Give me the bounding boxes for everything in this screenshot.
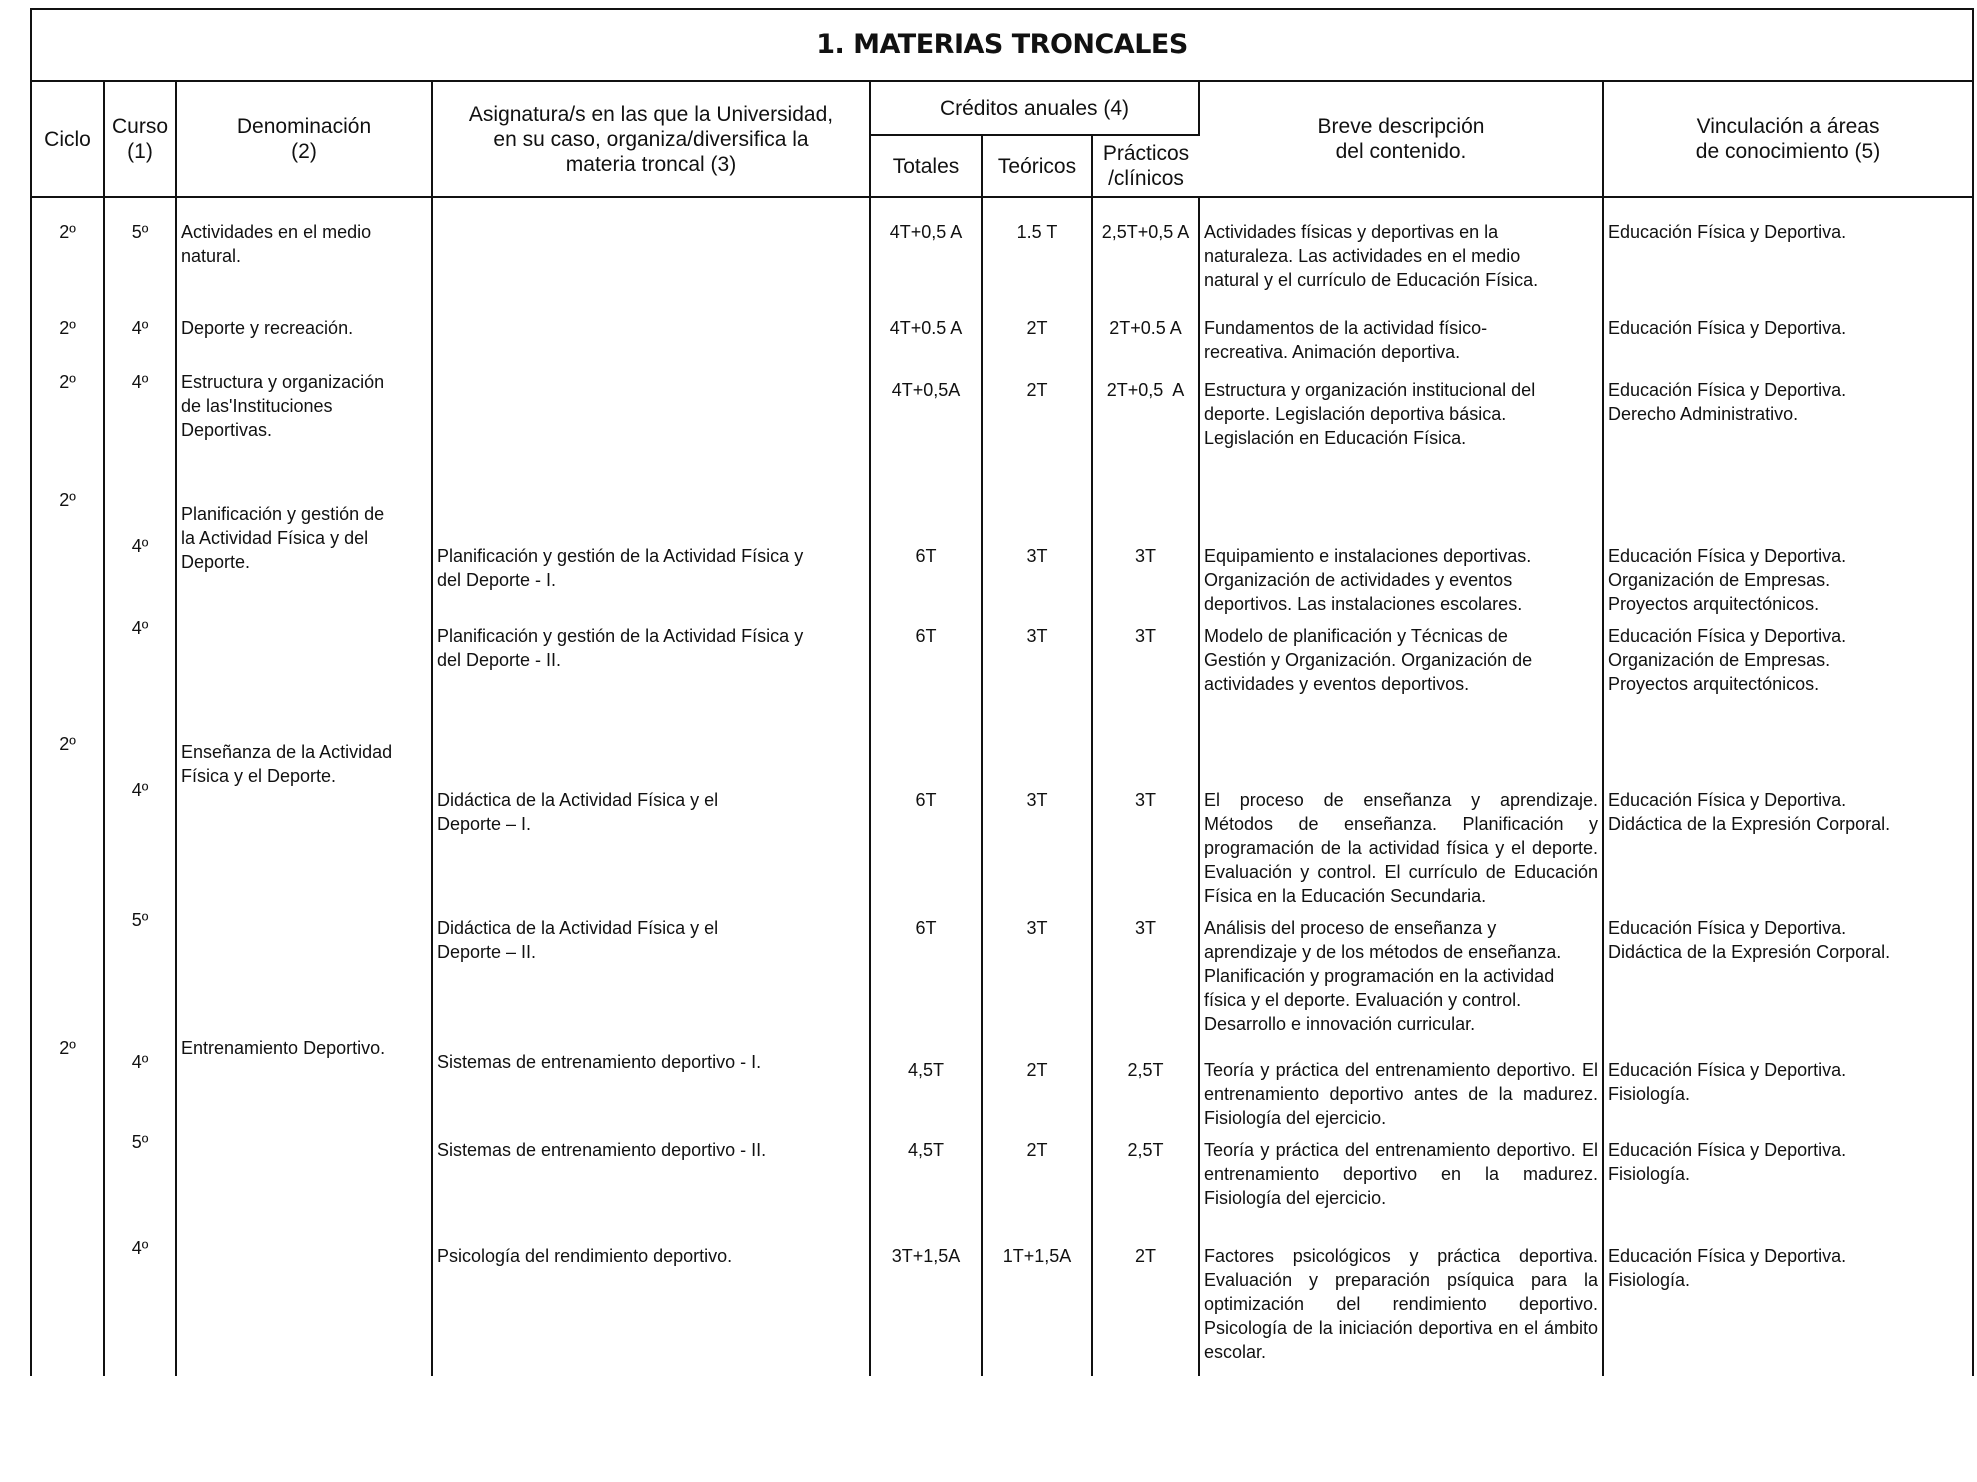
cell-practicos: 2,5T <box>1092 1036 1199 1130</box>
cell-practicos: 2,5T+0,5 A <box>1092 220 1199 316</box>
cell-denominacion: Actividades en el medio natural. <box>176 220 432 316</box>
cell-descripcion: Equipamiento e instalaciones deportivas. Organización de actividades y eventos deportivos. Las instalaciones escolares. <box>1199 488 1603 616</box>
cell-curso: 4º <box>104 316 176 370</box>
cell-teoricos: 3T <box>982 488 1092 616</box>
cell-ciclo <box>32 616 104 732</box>
cell-asignatura: Sistemas de entrenamiento deportivo - I. <box>432 1036 870 1130</box>
cell-asignatura: Planificación y gestión de la Actividad Física y del Deporte - II. <box>432 616 870 732</box>
header-row-1 <box>32 82 1972 135</box>
cell-asignatura <box>432 220 870 316</box>
cell-practicos: 2T+0.5 A <box>1092 316 1199 370</box>
cell-teoricos: 1.5 T <box>982 220 1092 316</box>
cell-vinculacion: Educación Física y Deportiva. Fisiología. <box>1608 1140 1847 1184</box>
cell-denominacion <box>176 908 432 1036</box>
table-row <box>32 1236 1972 1376</box>
cell-vinculacion: Educación Física y Deportiva. Didáctica de la Expresión Corporal. <box>1608 918 1891 962</box>
header-ciclo: Ciclo <box>32 82 104 197</box>
cell-totales: 4T+0,5A <box>870 370 982 488</box>
cell-vinculacion: Educación Física y Deportiva. Fisiología. <box>1608 1060 1847 1104</box>
header-descripcion: Breve descripción del contenido. <box>1199 82 1603 197</box>
cell-descripcion: Teoría y práctica del entrenamiento deportivo. El entrenamiento deportivo en la madurez. Fisiología del ejercicio. <box>1199 1130 1603 1236</box>
cell-practicos: 3T <box>1092 616 1199 732</box>
cell-descripcion: Análisis del proceso de enseñanza y aprendizaje y de los métodos de enseñanza. Planificación y programación en la actividad física y el deporte. Evaluación y control. Desarrollo e innovación curricular. <box>1199 908 1603 1036</box>
cell-denominacion: Enseñanza de la Actividad Física y el Deporte. <box>176 732 432 908</box>
cell-practicos: 3T <box>1092 732 1199 908</box>
cell-denominacion: Planificación y gestión de la Actividad Física y del Deporte. <box>176 488 432 616</box>
cell-practicos: 2,5T <box>1092 1130 1199 1236</box>
header-vinculacion: Vinculación a áreas de conocimiento (5) <box>1603 82 1972 197</box>
table-row <box>32 616 1972 732</box>
header-denominacion: Denominación (2) <box>176 82 432 197</box>
cell-teoricos: 3T <box>982 732 1092 908</box>
cell-totales: 6T <box>870 488 982 616</box>
table-row <box>32 908 1972 1036</box>
cell-practicos: 2T <box>1092 1236 1199 1376</box>
cell-totales: 4T+0.5 A <box>870 316 982 370</box>
cell-ciclo <box>32 1236 104 1376</box>
cell-teoricos: 2T <box>982 370 1092 488</box>
cell-ciclo: 2º <box>32 488 104 616</box>
cell-vinculacion: Educación Física y Deportiva. Organización de Empresas. Proyectos arquitectónicos. <box>1608 546 1847 614</box>
cell-descripcion: Estructura y organización institucional del deporte. Legislación deportiva básica. Legislación en Educación Física. <box>1199 370 1603 488</box>
cell-curso: 4º <box>104 370 176 488</box>
cell-ciclo: 2º <box>32 1036 104 1130</box>
cell-ciclo: 2º <box>32 732 104 908</box>
cell-totales: 6T <box>870 732 982 908</box>
cell-teoricos: 1T+1,5A <box>982 1236 1092 1376</box>
cell-totales: 4,5T <box>870 1036 982 1130</box>
table-row <box>32 1130 1972 1236</box>
cell-descripcion: Teoría y práctica del entrenamiento deportivo. El entrenamiento deportivo antes de la madurez. Fisiología del ejercicio. <box>1199 1036 1603 1130</box>
table-row <box>32 370 1972 488</box>
cell-curso: 5º <box>104 908 176 1036</box>
cell-descripcion: El proceso de enseñanza y aprendizaje. Métodos de enseñanza. Planificación y programación de la actividad física y el deporte. Evaluación y control. El currículo de Educación Física en la Educación Secundaria. <box>1199 732 1603 908</box>
cell-teoricos: 2T <box>982 1130 1092 1236</box>
cell-vinculacion: Educación Física y Deportiva. Fisiología. <box>1608 1246 1847 1290</box>
header-practicos: Prácticos /clínicos <box>1092 135 1199 197</box>
cell-teoricos: 2T <box>982 316 1092 370</box>
cell-ciclo: 2º <box>32 316 104 370</box>
cell-teoricos: 2T <box>982 1036 1092 1130</box>
cell-ciclo <box>32 908 104 1036</box>
cell-denominacion <box>176 1130 432 1236</box>
cell-ciclo <box>32 1130 104 1236</box>
cell-asignatura <box>432 370 870 488</box>
header-curso: Curso (1) <box>104 82 176 197</box>
cell-asignatura <box>432 316 870 370</box>
header-teoricos: Teóricos <box>982 135 1092 197</box>
cell-descripcion: Factores psicológicos y práctica deportiva. Evaluación y preparación psíquica para la optimización del rendimiento deportivo. Psicología de la iniciación deportiva en el ámbito escolar. <box>1199 1236 1603 1376</box>
cell-totales: 4,5T <box>870 1130 982 1236</box>
cell-denominacion <box>176 1236 432 1376</box>
cell-teoricos: 3T <box>982 908 1092 1036</box>
cell-denominacion: Entrenamiento Deportivo. <box>176 1036 432 1130</box>
cell-asignatura: Didáctica de la Actividad Física y el Deporte – I. <box>432 732 870 908</box>
materias-troncales-table <box>30 8 1974 1376</box>
cell-curso: 4º <box>104 616 176 732</box>
cell-curso: 5º <box>104 220 176 316</box>
cell-vinculacion: Educación Física y Deportiva. Didáctica de la Expresión Corporal. <box>1608 790 1891 834</box>
cell-ciclo: 2º <box>32 220 104 316</box>
cell-curso: 4º <box>104 488 176 616</box>
cell-totales: 3T+1,5A <box>870 1236 982 1376</box>
cell-totales: 6T <box>870 908 982 1036</box>
table-title: 1. MATERIAS TRONCALES <box>32 10 1972 82</box>
cell-vinculacion: Educación Física y Deportiva. Organización de Empresas. Proyectos arquitectónicos. <box>1608 626 1847 694</box>
cell-asignatura: Psicología del rendimiento deportivo. <box>432 1236 870 1376</box>
header-creditos: Créditos anuales (4) <box>870 82 1199 135</box>
cell-vinculacion: Educación Física y Deportiva. <box>1608 318 1847 338</box>
cell-curso: 4º <box>104 1036 176 1130</box>
cell-curso: 4º <box>104 732 176 908</box>
spacer-row <box>32 197 1972 220</box>
cell-asignatura: Planificación y gestión de la Actividad Física y del Deporte - I. <box>432 488 870 616</box>
cell-ciclo: 2º <box>32 370 104 488</box>
cell-denominacion: Estructura y organización de las'Instituciones Deportivas. <box>176 370 432 488</box>
cell-practicos: 3T <box>1092 908 1199 1036</box>
cell-vinculacion: Educación Física y Deportiva. Derecho Administrativo. <box>1608 380 1847 424</box>
cell-teoricos: 3T <box>982 616 1092 732</box>
cell-practicos: 2T+0,5 A <box>1092 370 1199 488</box>
cell-curso: 5º <box>104 1130 176 1236</box>
cell-totales: 6T <box>870 616 982 732</box>
table-row <box>32 220 1972 316</box>
table-row <box>32 316 1972 370</box>
cell-vinculacion: Educación Física y Deportiva. <box>1608 222 1847 242</box>
cell-denominacion <box>176 616 432 732</box>
cell-descripcion: Fundamentos de la actividad físico- recreativa. Animación deportiva. <box>1199 316 1603 370</box>
subjects-grid <box>32 82 1972 1376</box>
cell-asignatura: Didáctica de la Actividad Física y el Deporte – II. <box>432 908 870 1036</box>
cell-descripcion: Actividades físicas y deportivas en la naturaleza. Las actividades en el medio natural y el currículo de Educación Física. <box>1199 220 1603 316</box>
cell-denominacion: Deporte y recreación. <box>176 316 432 370</box>
header-totales: Totales <box>870 135 982 197</box>
cell-descripcion: Modelo de planificación y Técnicas de Gestión y Organización. Organización de actividades y eventos deportivos. <box>1199 616 1603 732</box>
cell-asignatura: Sistemas de entrenamiento deportivo - II. <box>432 1130 870 1236</box>
cell-practicos: 3T <box>1092 488 1199 616</box>
cell-curso: 4º <box>104 1236 176 1376</box>
cell-totales: 4T+0,5 A <box>870 220 982 316</box>
header-asignaturas: Asignatura/s en las que la Universidad, en su caso, organiza/diversifica la materia troncal (3) <box>432 82 870 197</box>
